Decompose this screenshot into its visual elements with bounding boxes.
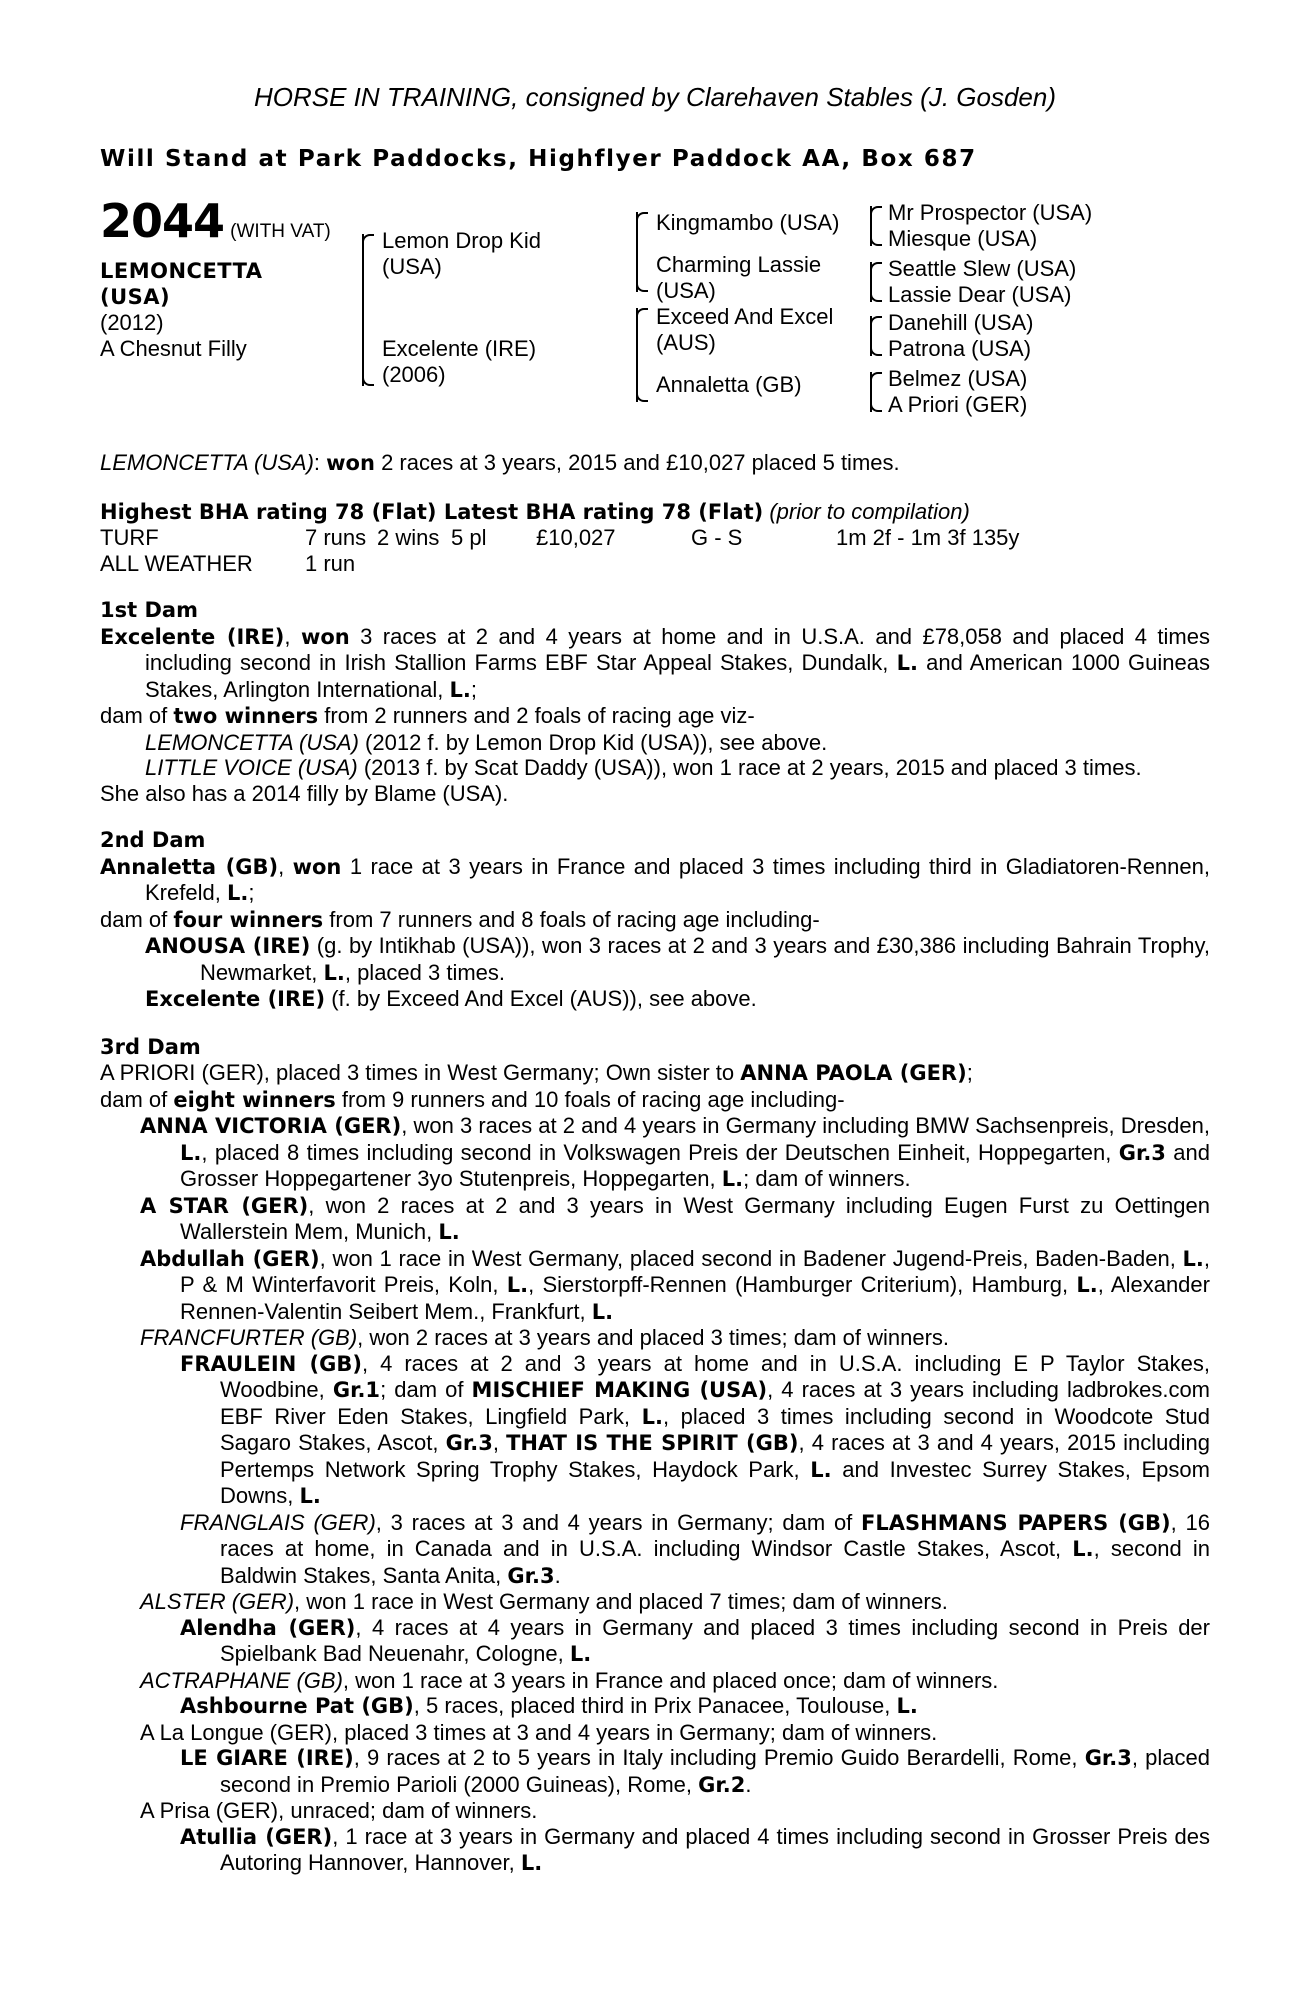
- horse-country: (USA): [100, 285, 171, 309]
- first-dam-produce: dam of two winners from 2 runners and 2 foals of racing age viz-: [100, 703, 755, 728]
- produce-anna-victoria: ANNA VICTORIA (GER), won 3 races at 2 and 4 years in Germany including BMW Sachsenpreis, Dresden, L., placed 8 times including second in Volkswagen Preis der Deutschen Einheit, Hoppegarten, Gr.3 and Grosser Hoppegartener 3yo Stutenpreis, Hoppegarten, L.; dam of winners.: [140, 1113, 1210, 1191]
- gen3-brace-2: [870, 262, 872, 302]
- consignor-header: HORSE IN TRAINING, consigned by Clarehaven Stables (J. Gosden): [254, 82, 1056, 112]
- horse-description: A Chesnut Filly: [100, 336, 247, 361]
- catalogue-body: [100, 450, 1210, 1877]
- second-dam-heading: 2nd Dam: [100, 828, 206, 852]
- sire-country: (USA): [382, 254, 442, 279]
- sire-parents-brace: [636, 212, 638, 292]
- sire-dam-brace: [362, 234, 364, 386]
- gen3-brace-4: [870, 372, 872, 412]
- produce-fraulein: FRAULEIN (GB), 4 races at 2 and 3 years at home and in U.S.A. including E P Taylor Stakes, Woodbine, Gr.1; dam of MISCHIEF MAKING (USA), 4 races at 3 years including ladbrokes.com EBF River Eden Stakes, Lingfield Park, L., placed 3 times including second in Woodcote Stud Sagaro Stakes, Ascot, Gr.3, THAT IS THE SPIRIT (GB), 4 races at 3 and 4 years, 2015 including Pertemps Network Spring Trophy Stakes, Haydock Park, L. and Investec Surrey Stakes, Epsom Downs, L.: [180, 1350, 1211, 1508]
- produce-a-la-longue: A La Longue (GER), placed 3 times at 3 and 4 years in Germany; dam of winners.: [140, 1719, 938, 1745]
- gen3-brace-1: [870, 206, 872, 246]
- third-dam-produce: dam of eight winners from 9 runners and 10 foals of racing age including-: [100, 1086, 845, 1112]
- produce-franglais: FRANGLAIS (GER), 3 races at 3 and 4 years in Germany; dam of FLASHMANS PAPERS (GB), 16 races at home, in Canada and in U.S.A. including Windsor Castle Stakes, Ascot, L., second in Baldwin Stakes, Santa Anita, Gr.3.: [180, 1509, 1210, 1588]
- dam-name: Excelente (IRE): [382, 336, 537, 361]
- sire-dam-sire: Seattle Slew (USA): [888, 256, 1077, 281]
- produce-a-prisa: A Prisa (GER), unraced; dam of winners.: [140, 1798, 538, 1823]
- sire-sire-sire: Mr Prospector (USA): [888, 200, 1093, 225]
- produce-alster: ALSTER (GER), won 1 race in West Germany and placed 7 times; dam of winners.: [140, 1589, 948, 1614]
- foaling-year: (2012): [100, 310, 164, 335]
- lot-number: 2044: [100, 194, 225, 248]
- produce-a-star: A STAR (GER), won 2 races at 2 and 3 years in West Germany including Eugen Furst zu Oettingen Wallerstein Mem, Munich, L.: [140, 1192, 1210, 1244]
- first-dam-entry: Excelente (IRE), won 3 races at 2 and 4 years at home and in U.S.A. and £78,058 and placed 4 times including second in Irish Stallion Farms EBF Star Appeal Stakes, Dundalk, L. and American 1000 Guineas Stakes, Arlington International, L.;: [100, 623, 1210, 702]
- produce-ashbourne-pat: Ashbourne Pat (GB), 5 races, placed third in Prix Panacee, Toulouse, L.: [180, 1693, 918, 1718]
- stand-location: Will Stand at Park Paddocks, Highflyer Paddock AA, Box 687: [100, 146, 977, 172]
- third-dam-heading: 3rd Dam: [100, 1034, 201, 1059]
- produce-excelente: Excelente (IRE) (f. by Exceed And Excel (AUS)), see above.: [145, 986, 757, 1011]
- gen3-brace-3: [870, 316, 872, 356]
- dam-dam-dam: A Priori (GER): [888, 392, 1028, 417]
- sire-name: Lemon Drop Kid: [382, 228, 541, 253]
- sire-dam: Charming Lassie: [656, 252, 822, 277]
- table-row: ALL WEATHER 1 run: [100, 550, 356, 576]
- produce-atullia: Atullia (GER), 1 race at 3 years in Germany and placed 4 times including second in Grosser Preis des Autoring Hannover, Hannover, L.: [180, 1823, 1211, 1875]
- sire-dam-dam: Lassie Dear (USA): [888, 282, 1072, 307]
- second-dam-produce: dam of four winners from 7 runners and 8 foals of racing age including-: [100, 906, 820, 932]
- sire-sire: Kingmambo (USA): [656, 210, 840, 235]
- dam-sire-sire: Danehill (USA): [888, 310, 1034, 335]
- table-row: TURF 7 runs 2 wins 5 pl £10,027 G - S 1m 2f - 1m 3f 135y: [100, 525, 1020, 550]
- produce-1: LEMONCETTA (USA) (2012 f. by Lemon Drop Kid (USA)), see above.: [145, 729, 828, 755]
- produce-francfurter: FRANCFURTER (GB), won 2 races at 3 years and placed 3 times; dam of winners.: [140, 1325, 950, 1350]
- sire-sire-dam: Miesque (USA): [888, 226, 1038, 251]
- dam-dam-sire: Belmez (USA): [888, 366, 1028, 391]
- race-record-table: [100, 525, 1019, 576]
- dam-dam: Annaletta (GB): [656, 372, 802, 397]
- race-summary: LEMONCETTA (USA): won 2 races at 3 years, 2015 and £10,027 placed 5 times.: [100, 450, 900, 475]
- produce-actraphane: ACTRAPHANE (GB), won 1 race at 3 years in France and placed once; dam of winners.: [140, 1667, 999, 1693]
- produce-2: LITTLE VOICE (USA) (2013 f. by Scat Daddy (USA)), won 1 race at 2 years, 2015 and placed 3 times.: [145, 755, 1142, 780]
- produce-le-giare: LE GIARE (IRE), 9 races at 2 to 5 years in Italy including Premio Guido Berardelli, Rome, Gr.3, placed second in Premio Parioli (2000 Guineas), Rome, Gr.2.: [180, 1745, 1210, 1797]
- bha-rating: Highest BHA rating 78 (Flat) Latest BHA rating 78 (Flat) (prior to compilation): [100, 498, 970, 524]
- second-dam-entry: Annaletta (GB), won 1 race at 3 years in France and placed 3 times including third in Gladiatoren-Rennen, Krefeld, L.;: [100, 853, 1210, 905]
- dam-sire: Exceed And Excel: [656, 304, 834, 329]
- vat-label: (WITH VAT): [230, 221, 331, 242]
- sire-dam-country: (USA): [656, 278, 716, 303]
- third-dam-entry: A PRIORI (GER), placed 3 times in West Germany; Own sister to ANNA PAOLA (GER);: [100, 1060, 973, 1085]
- produce-alendha: Alendha (GER), 4 races at 4 years in Germany and placed 3 times including second in Preis der Spielbank Bad Neuenahr, Cologne, L.: [180, 1614, 1210, 1666]
- pedigree-block: [100, 194, 1210, 440]
- lot-number-line: [100, 194, 331, 248]
- dam-sire-country: (AUS): [656, 330, 716, 355]
- first-dam-heading: 1st Dam: [100, 598, 198, 622]
- produce-anousa: ANOUSA (IRE) (g. by Intikhab (USA)), won 3 races at 2 and 3 years and £30,386 including Bahrain Trophy, Newmarket, L., placed 3 times.: [145, 933, 1210, 985]
- dam-year: (2006): [382, 362, 446, 387]
- horse-name: LEMONCETTA: [100, 259, 263, 283]
- produce-note: She also has a 2014 filly by Blame (USA).: [100, 780, 509, 806]
- produce-abdullah: Abdullah (GER), won 1 race in West Germany, placed second in Badener Jugend-Preis, Baden-Baden, L., P & M Winterfavorit Preis, Koln, L., Sierstorpff-Rennen (Hamburger Criterium), Hamburg, L., Alexander Rennen-Valentin Seibert Mem., Frankfurt, L.: [140, 1245, 1210, 1324]
- dam-parents-brace: [636, 308, 638, 402]
- dam-sire-dam: Patrona (USA): [888, 336, 1032, 361]
